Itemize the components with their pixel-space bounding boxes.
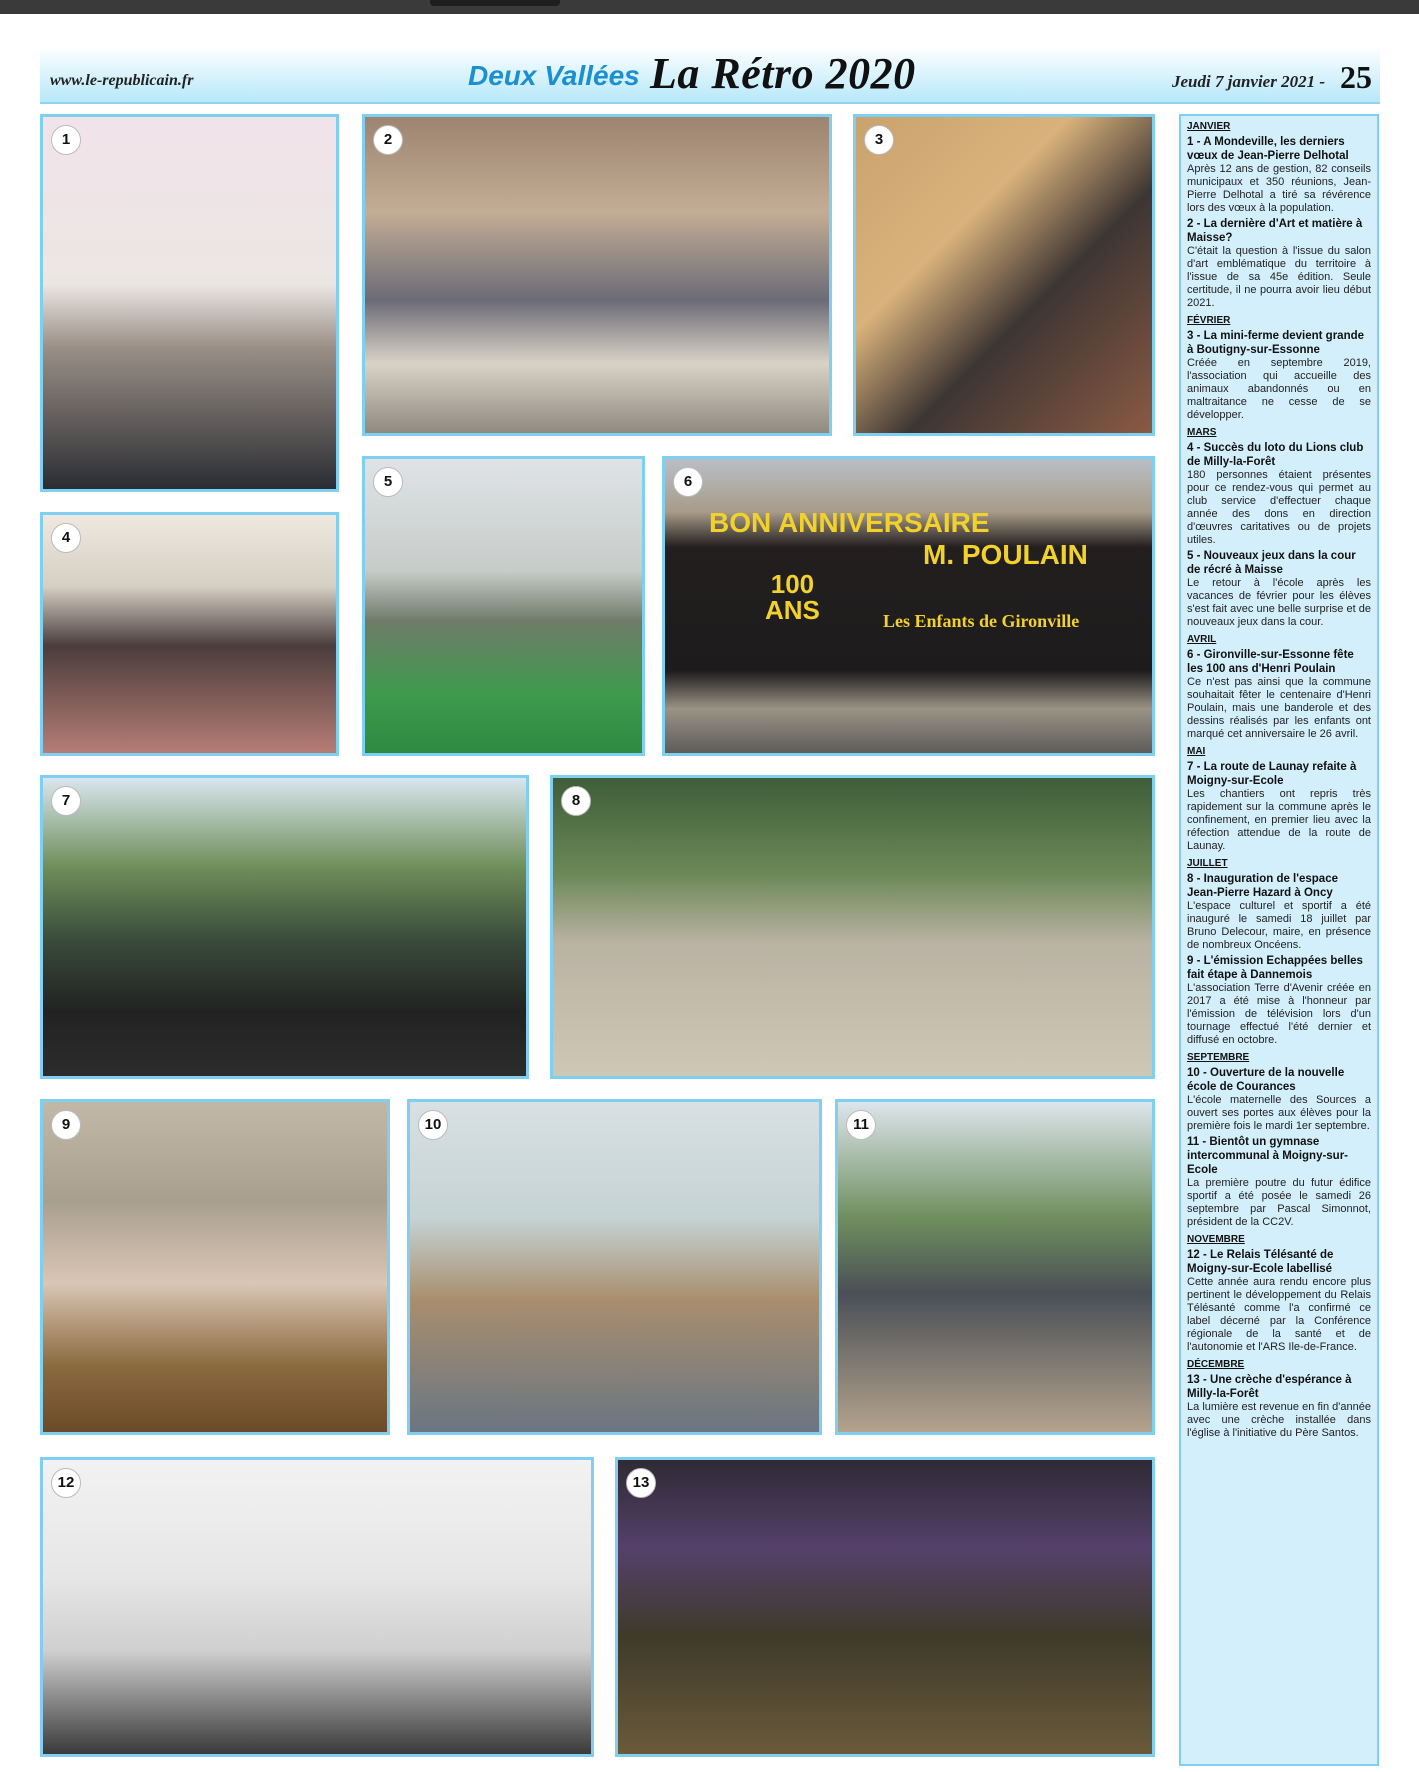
photo-3-image — [856, 117, 1152, 433]
section-name: Deux Vallées — [468, 60, 640, 91]
captions-column — [1179, 114, 1379, 1766]
photo-2-image — [365, 117, 829, 433]
photo-5 — [362, 456, 645, 756]
window-top-bar — [0, 0, 1419, 14]
caption-body: Le retour à l'école après les vacances de février pour les élèves s'est fait avec une belle surprise et de nouveaux jeux dans la cour. — [1187, 577, 1371, 628]
site-url: www.le-republicain.fr — [50, 72, 194, 89]
photo-3 — [853, 114, 1155, 436]
caption-body: Ce n'est pas ainsi que la commune souhaitait fêter le centenaire d'Henri Poulain, mais une banderole et des dessins réalisés par les enfants ont marqué cet anniversaire le 26 avril. — [1187, 676, 1371, 740]
photo-1 — [40, 114, 339, 492]
photo-number: 11 — [846, 1110, 876, 1140]
photo-9-image — [43, 1102, 387, 1432]
month-heading: DÉCEMBRE — [1187, 1359, 1245, 1370]
birthday-banner — [709, 507, 1095, 631]
caption-body: Après 12 ans de gestion, 82 conseils municipaux et 350 réunions, Jean-Pierre Delhotal a tiré sa révérence lors des vœux à la population. — [1187, 163, 1371, 214]
photo-12-image — [43, 1460, 591, 1754]
page-number: 25 — [1340, 59, 1372, 95]
caption-body: Cette année aura rendu encore plus pertinent le développement du Relais Télésanté comme l'a confirmé ce label décerné par la Conférence régionale de la santé et de l'autonomie et l'ARS Ile-de-France. — [1187, 1276, 1371, 1353]
month-heading: JANVIER — [1187, 121, 1231, 132]
photo-11 — [835, 1099, 1155, 1435]
caption-body: La première poutre du futur édifice sportif a été posée le samedi 26 septembre par Pascal Simonnot, président de la CC2V. — [1187, 1177, 1371, 1228]
banner-ans: ANS — [765, 595, 820, 625]
photo-8 — [550, 775, 1155, 1079]
photo-number: 3 — [864, 125, 894, 155]
photo-number: 13 — [626, 1468, 656, 1498]
caption-heading: 3 - La mini-ferme devient grande à Boutigny-sur-Essonne — [1187, 330, 1365, 356]
photo-number: 10 — [418, 1110, 448, 1140]
top-bar-tab — [430, 0, 560, 6]
caption-heading: 9 - L'émission Echappées belles fait étape à Dannemois — [1187, 955, 1363, 981]
banner-line-3 — [765, 571, 820, 623]
photo-10 — [407, 1099, 822, 1435]
photo-number: 8 — [561, 786, 591, 816]
photo-13-image — [618, 1460, 1152, 1754]
month-heading: NOVEMBRE — [1187, 1234, 1245, 1245]
month-heading: JUILLET — [1187, 858, 1228, 869]
caption-heading: 10 - Ouverture de la nouvelle école de Courances — [1187, 1067, 1345, 1093]
caption-body: C'était la question à l'issue du salon d'art emblématique du territoire à l'issue de sa 45e édition. Seule certitude, il ne pourra avoir lieu début 2021. — [1187, 245, 1371, 309]
photo-4-image — [43, 515, 336, 753]
month-heading: SEPTEMBRE — [1187, 1052, 1250, 1063]
photo-10-image — [410, 1102, 819, 1432]
caption-heading: 13 - Une crèche d'espérance à Milly-la-Forêt — [1187, 1374, 1352, 1400]
caption-heading: 1 - A Mondeville, les derniers vœux de Jean-Pierre Delhotal — [1187, 136, 1349, 162]
photo-6 — [662, 456, 1155, 756]
banner-age: 100 — [770, 569, 815, 599]
caption-heading: 2 - La dernière d'Art et matière à Maisse? — [1187, 218, 1363, 244]
caption-heading: 11 - Bientôt un gymnase intercommunal à Moigny-sur-Ecole — [1187, 1136, 1349, 1176]
masthead — [40, 46, 1380, 104]
month-heading: FÉVRIER — [1187, 315, 1231, 326]
photo-12 — [40, 1457, 594, 1757]
photo-5-image — [365, 459, 642, 753]
caption-body: L'association Terre d'Avenir créée en 2017 a été mise à l'honneur par l'émission de télévision lors d'un tournage effectué l'été dernier et diffusé en octobre. — [1187, 982, 1371, 1046]
caption-heading: 8 - Inauguration de l'espace Jean-Pierre Hazard à Oncy — [1187, 873, 1338, 899]
photo-7 — [40, 775, 529, 1079]
photo-7-image — [43, 778, 526, 1076]
banner-line-1: BON ANNIVERSAIRE — [709, 507, 990, 538]
issue-date: Jeudi 7 janvier 2021 - — [1172, 72, 1325, 91]
photo-number: 4 — [51, 523, 81, 553]
caption-heading: 4 - Succès du loto du Lions club de Milly-la-Forêt — [1187, 442, 1364, 468]
photo-4 — [40, 512, 339, 756]
photo-number: 6 — [673, 467, 703, 497]
caption-heading: 12 - Le Relais Télésanté de Moigny-sur-Ecole labellisé — [1187, 1249, 1334, 1275]
photo-number: 12 — [51, 1468, 81, 1498]
photo-2 — [362, 114, 832, 436]
newspaper-page — [0, 14, 1419, 1772]
caption-heading: 5 - Nouveaux jeux dans la cour de récré à Maisse — [1187, 550, 1356, 576]
caption-heading: 6 - Gironville-sur-Essonne fête les 100 ans d'Henri Poulain — [1187, 649, 1354, 675]
photo-11-image — [838, 1102, 1152, 1432]
caption-body: Les chantiers ont repris très rapidement sur la commune après le confinement, en premier lieu avec la réfection attendue de la route de Launay. — [1187, 788, 1371, 852]
caption-body: L'école maternelle des Sources a ouvert ses portes aux élèves pour la première fois le mardi 1er septembre. — [1187, 1094, 1371, 1132]
banner-line-2: M. POULAIN — [923, 539, 1088, 570]
banner-line-4: Les Enfants de Gironville — [883, 611, 1080, 631]
caption-heading: 7 - La route de Launay refaite à Moigny-sur-Ecole — [1187, 761, 1357, 787]
photo-13 — [615, 1457, 1155, 1757]
caption-body: Créée en septembre 2019, l'association qui accueille des animaux abandonnés ou en maltraitance ne cesse de se développer. — [1187, 357, 1371, 421]
month-heading: MARS — [1187, 427, 1217, 438]
page-title: La Rétro 2020 — [650, 49, 916, 98]
photo-9 — [40, 1099, 390, 1435]
photo-number: 2 — [373, 125, 403, 155]
caption-body: 180 personnes étaient présentes pour ce rendez-vous qui permet au club service d'effectuer chaque année des dons en direction d'œuvres caritatives ou de projets utiles. — [1187, 469, 1371, 546]
photo-number: 5 — [373, 467, 403, 497]
photo-number: 7 — [51, 786, 81, 816]
caption-body: L'espace culturel et sportif a été inauguré le samedi 18 juillet par Bruno Delecour, maire, en présence de nombreux Oncéens. — [1187, 900, 1371, 951]
photo-1-image — [43, 117, 336, 489]
month-heading: AVRIL — [1187, 634, 1217, 645]
caption-body: La lumière est revenue en fin d'année avec une crèche installée dans l'église à l'initiative du Père Santos. — [1187, 1401, 1371, 1439]
photo-number: 9 — [51, 1110, 81, 1140]
month-heading: MAI — [1187, 746, 1206, 757]
photo-number: 1 — [51, 125, 81, 155]
photo-8-image — [553, 778, 1152, 1076]
